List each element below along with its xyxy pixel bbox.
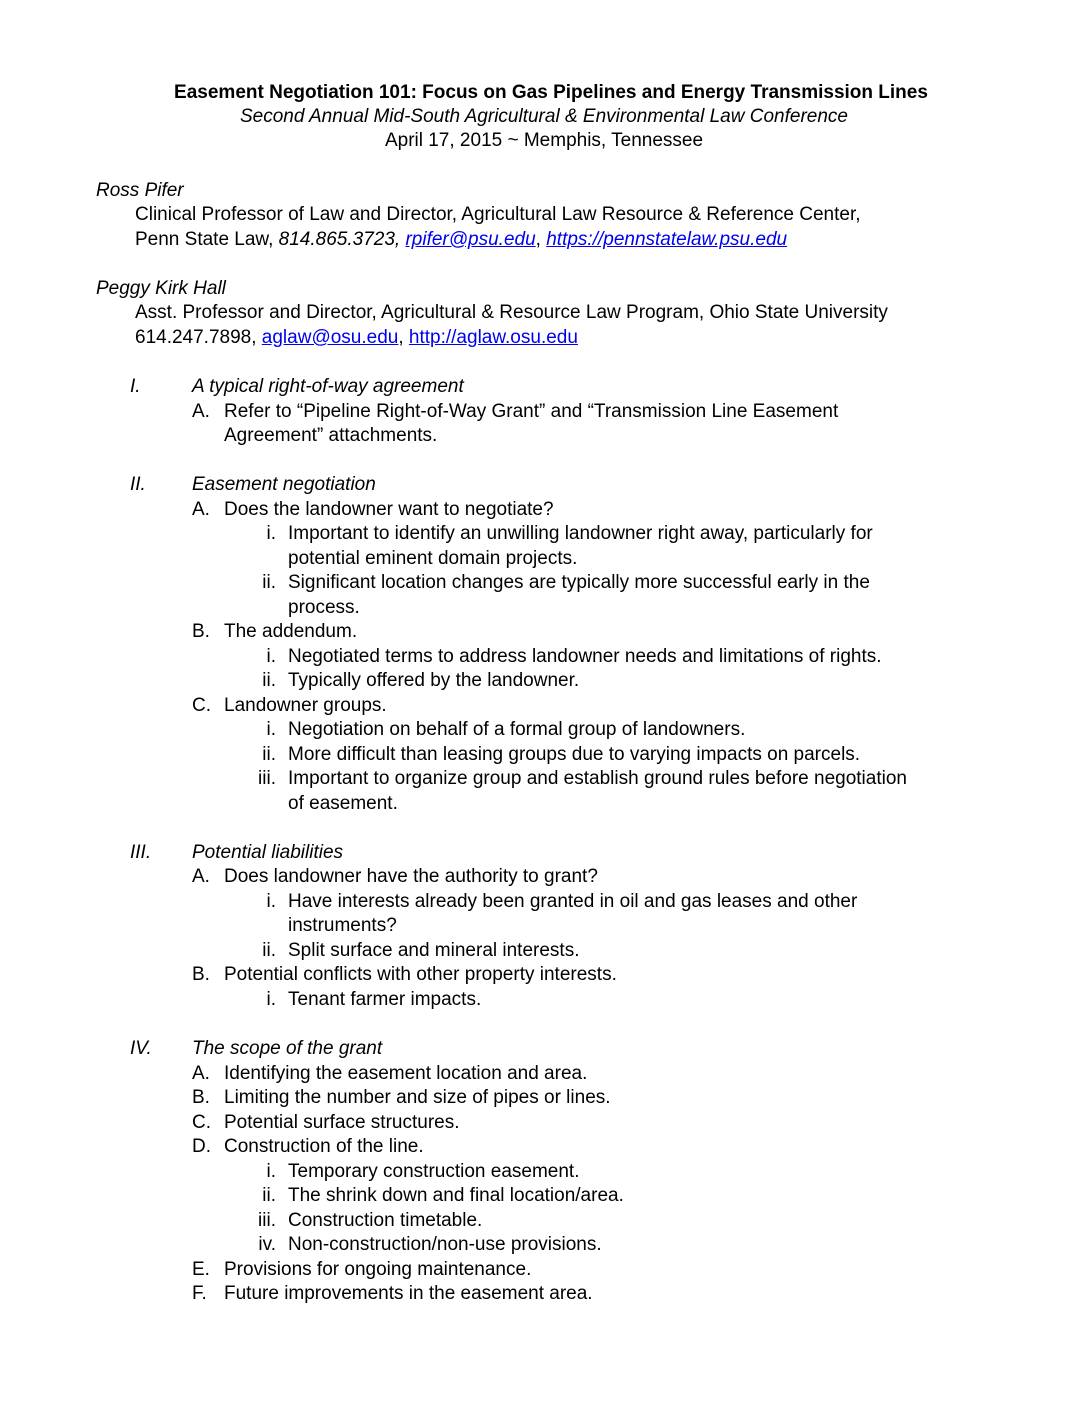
subitem-text: Important to identify an unwilling landowner right away, particularly for	[288, 523, 873, 544]
item-letter: A.	[192, 1063, 210, 1084]
subitem-text: Tenant farmer impacts.	[288, 989, 482, 1010]
website-link[interactable]: http://aglaw.osu.edu	[408, 327, 578, 348]
separator: ,	[535, 229, 547, 250]
item-text: Limiting the number and size of pipes or lines.	[224, 1087, 611, 1108]
item-letter: E.	[192, 1259, 210, 1280]
separator: ,	[398, 327, 409, 348]
item-text: Future improvements in the easement area.	[224, 1283, 593, 1304]
conference-name: Second Annual Mid-South Agricultural & Environmental Law Conference	[240, 106, 848, 127]
section-title: The scope of the grant	[192, 1038, 383, 1059]
subitem-text: Construction timetable.	[288, 1210, 483, 1231]
item-letter: D.	[192, 1136, 211, 1157]
item-letter: F.	[192, 1283, 207, 1304]
subitem-text: Non-construction/non-use provisions.	[288, 1234, 602, 1255]
subitem-text: Split surface and mineral interests.	[288, 940, 580, 961]
subitem-text: Negotiated terms to address landowner needs and limitations of rights.	[288, 646, 882, 667]
section-title: Easement negotiation	[192, 474, 376, 495]
website-link[interactable]: https://pennstatelaw.psu.edu	[546, 229, 788, 250]
subitem-number: i.	[266, 719, 276, 740]
author-name-ross-pifer: Ross Pifer	[96, 180, 184, 201]
section-number: IV.	[130, 1038, 152, 1059]
item-text-continued: Agreement” attachments.	[224, 425, 438, 446]
section-number: III.	[130, 842, 152, 863]
item-letter: B.	[192, 621, 210, 642]
subitem-number: i.	[266, 891, 276, 912]
item-letter: A.	[192, 866, 210, 887]
subitem-text: Negotiation on behalf of a formal group of landowners.	[288, 719, 746, 740]
section-title: Potential liabilities	[192, 842, 344, 863]
phone-number: 614.247.7898,	[135, 327, 262, 348]
email-link[interactable]: aglaw@osu.edu	[261, 327, 399, 348]
phone-number: 814.865.3723,	[278, 229, 401, 250]
subitem-text: The shrink down and final location/area.	[288, 1185, 624, 1206]
subitem-number: ii.	[262, 940, 276, 961]
author-title-peggy-kirk-hall: Asst. Professor and Director, Agricultural & Resource Law Program, Ohio State University	[135, 302, 888, 323]
section-number: I.	[130, 376, 141, 397]
subitem-text: Have interests already been granted in oil and gas leases and other	[288, 891, 858, 912]
subitem-number: i.	[266, 523, 276, 544]
subitem-number: ii.	[262, 744, 276, 765]
email-link[interactable]: rpifer@psu.edu	[405, 229, 536, 250]
item-text: Provisions for ongoing maintenance.	[224, 1259, 532, 1280]
author-name-peggy-kirk-hall: Peggy Kirk Hall	[96, 278, 226, 299]
item-letter: A.	[192, 401, 210, 422]
subitem-text-continued: process.	[288, 597, 360, 618]
section-title: A typical right-of-way agreement	[192, 376, 464, 397]
subitem-text-continued: of easement.	[288, 793, 398, 814]
author-contact-ross-pifer	[135, 228, 787, 252]
subitem-number: i.	[266, 989, 276, 1010]
subitem-number: i.	[266, 646, 276, 667]
subitem-text: Significant location changes are typically more successful early in the	[288, 572, 870, 593]
item-text: Does landowner have the authority to grant?	[224, 866, 598, 887]
affiliation: Penn State Law,	[135, 229, 279, 250]
item-letter: C.	[192, 695, 211, 716]
item-text: Landowner groups.	[224, 695, 387, 716]
page-title: Easement Negotiation 101: Focus on Gas Pipelines and Energy Transmission Lines	[174, 82, 928, 103]
subitem-number: iii.	[258, 1210, 276, 1231]
author-title-ross-pifer: Clinical Professor of Law and Director, Agricultural Law Resource & Reference Center,	[135, 204, 861, 225]
subitem-text: More difficult than leasing groups due to varying impacts on parcels.	[288, 744, 861, 765]
subitem-text-continued: potential eminent domain projects.	[288, 548, 578, 569]
subitem-number: ii.	[262, 572, 276, 593]
subitem-number: iii.	[258, 768, 276, 789]
date-location: April 17, 2015 ~ Memphis, Tennessee	[384, 130, 704, 151]
item-letter: C.	[192, 1112, 211, 1133]
item-text: Construction of the line.	[224, 1136, 424, 1157]
section-number: II.	[130, 474, 146, 495]
item-letter: B.	[192, 1087, 210, 1108]
subitem-number: ii.	[262, 670, 276, 691]
subitem-number: ii.	[262, 1185, 276, 1206]
item-text: Identifying the easement location and area.	[224, 1063, 588, 1084]
item-text: Refer to “Pipeline Right-of-Way Grant” and “Transmission Line Easement	[224, 401, 839, 422]
subitem-number: i.	[266, 1161, 276, 1182]
subitem-text: Important to organize group and establish ground rules before negotiation	[288, 768, 907, 789]
item-text: The addendum.	[224, 621, 358, 642]
subitem-text: Typically offered by the landowner.	[288, 670, 580, 691]
item-letter: A.	[192, 499, 210, 520]
item-text: Does the landowner want to negotiate?	[224, 499, 554, 520]
subitem-text: Temporary construction easement.	[288, 1161, 580, 1182]
subitem-number: iv.	[258, 1234, 276, 1255]
author-contact-peggy-kirk-hall	[135, 326, 578, 350]
item-letter: B.	[192, 964, 210, 985]
subitem-text-continued: instruments?	[288, 915, 397, 936]
item-text: Potential surface structures.	[224, 1112, 460, 1133]
item-text: Potential conflicts with other property interests.	[224, 964, 617, 985]
